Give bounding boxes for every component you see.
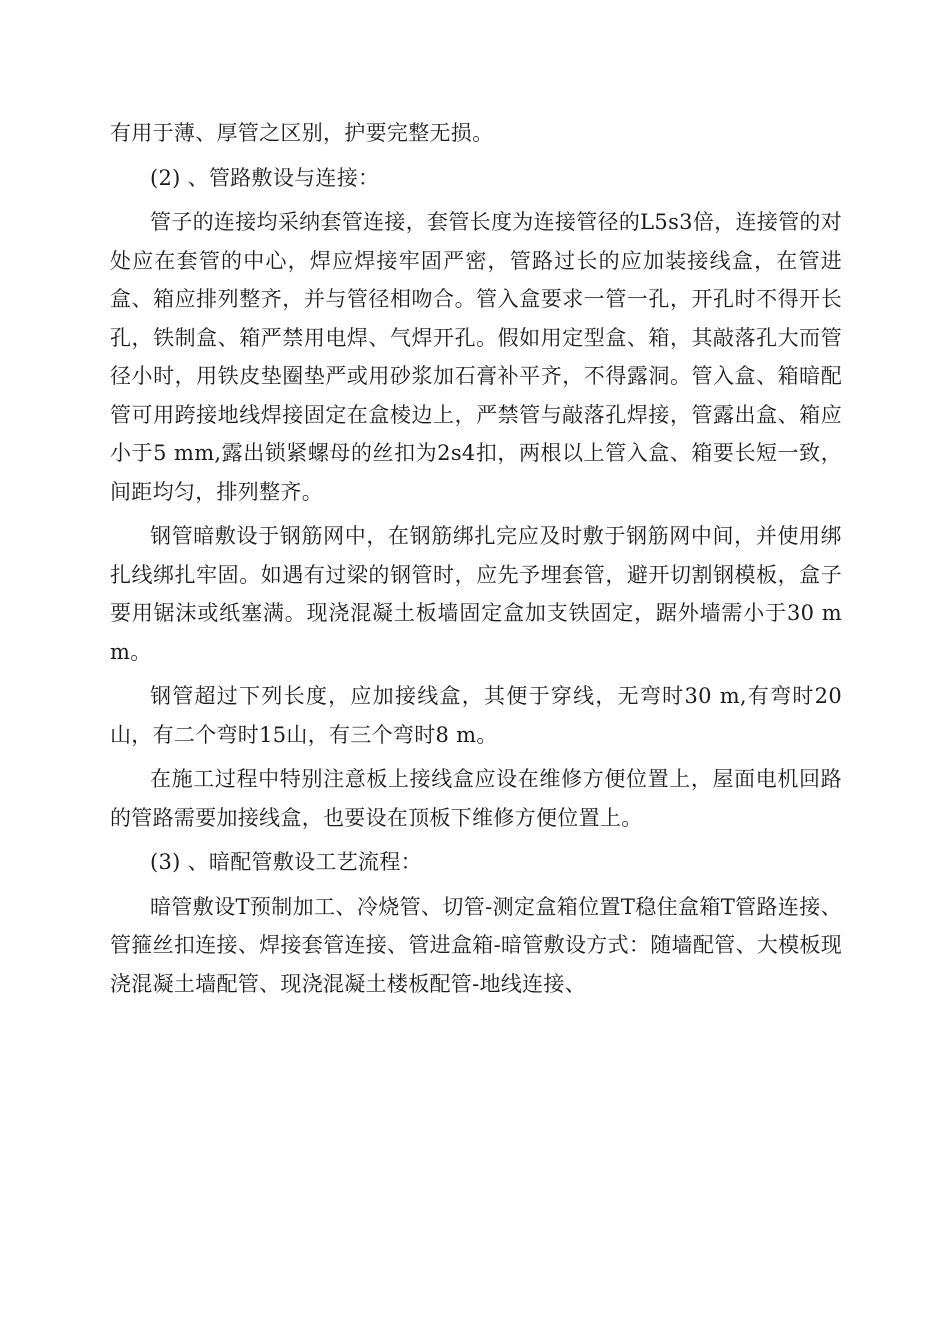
paragraph-1: 有用于薄、厚管之区别，护要完整无损。 [110, 121, 494, 145]
paragraph-pipe-connection: 管子的连接均采纳套管连接，套管长度为连接管径的L5s3倍，连接管的对处应在套管的中心，焊应焊接牢固严密，管路过长的应加装接线盒，在管进盒、箱应排列整齐，并与管径相吻合。管入盒要求一管一孔，开孔时不得开长孔，铁制盒、箱严禁用电焊、气焊开孔。假如用定型盒、箱，其敲落孔大而管径小时，用铁皮垫圈垫严或用砂浆加石膏补平齐，不得露洞。管入盒、箱暗配管可用跨接地线焊接固定在盒棱边上，严禁管与敲落孔焊接，管露出盒、箱应小于5 mm,露出锁紧螺母的丝扣为2s4扣，两根以上管入盒、箱要长短一致，间距均匀，排列整齐。 [110, 210, 843, 504]
paragraph-construction-notes: 在施工过程中特别注意板上接线盒应设在维修方便位置上，屋面电机回路的管路需要加接线盒，也要设在顶板下维修方便位置上。 [110, 767, 842, 830]
section-heading-3: (3) 、暗配管敷设工艺流程： [150, 850, 422, 874]
paragraph-process-flow: 暗管敷设T预制加工、冷烧管、切管-测定盒箱位置T稳住盒箱T管路连接、管箍丝扣连接、焊接套管连接、管进盒箱-暗管敷设方式：随墙配管、大模板现浇混凝土墙配管、现浇混凝土楼板配管-地线连接、 [110, 894, 842, 996]
document-body [110, 114, 842, 1009]
section-heading-2: (2) 、管路敷设与连接： [150, 165, 380, 190]
paragraph-junction-box-length: 钢管超过下列长度，应加接线盒，其便于穿线，无弯时30 m,有弯时20山，有二个弯时15山，有三个弯时8 m。 [110, 684, 842, 747]
paragraph-steel-pipe-embedding: 钢管暗敷设于钢筋网中，在钢筋绑扎完应及时敷于钢筋网中间，并使用绑扎线绑扎牢固。如遇有过梁的钢管时，应先予埋套管，避开切割钢模板，盒子要用锯沫或纸塞满。现浇混凝土板墙固定盒加支铁固定，踞外墙需小于30 mm。 [110, 524, 842, 664]
